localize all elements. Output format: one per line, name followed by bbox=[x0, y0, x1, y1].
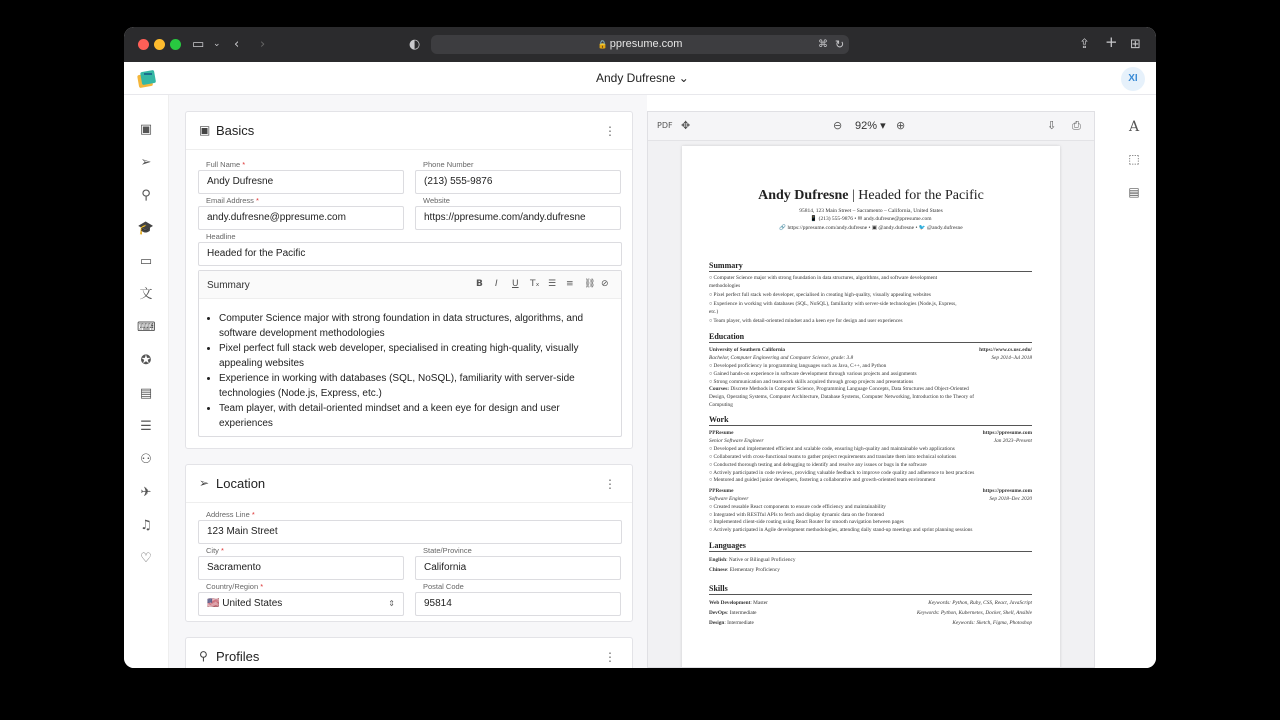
education-icon[interactable]: 🎓 bbox=[137, 221, 155, 236]
resume-name bbox=[682, 188, 1060, 204]
preview-toolbar bbox=[648, 112, 1094, 141]
resume-company: PPResume bbox=[709, 488, 734, 494]
resume-line: ○ Team player, with detail-oriented mindset and a keen eye for design and user experiences bbox=[709, 318, 903, 324]
resume-degree: Bachelor, Computer Engineering and Computer Science, grade: 3.8 bbox=[709, 355, 854, 361]
avatar[interactable]: XI bbox=[1121, 67, 1145, 91]
tools-sidebar bbox=[1112, 95, 1156, 668]
resume-role: Senior Software Engineer bbox=[709, 438, 764, 444]
link-icon[interactable]: ⛓ bbox=[584, 279, 596, 289]
resume-line bbox=[709, 600, 1032, 608]
resume-line: ○ Integrated with RESTful APIs to fetch and display dynamic data on the frontend bbox=[709, 512, 884, 518]
user-menu[interactable]: Andy Dufresne ⌄ bbox=[596, 71, 689, 85]
clear-format-icon[interactable]: Tₓ bbox=[530, 279, 540, 289]
profiles-icon[interactable]: ⚲ bbox=[141, 188, 151, 203]
browser-chrome bbox=[124, 27, 1156, 62]
email-field: Email Address * andy.dufresne@ppresume.com bbox=[198, 196, 404, 230]
resume-line: ○ Implemented client-side routing using React Router for smooth navigation between pages bbox=[709, 519, 904, 525]
phone-input[interactable]: (213) 555-9876 bbox=[415, 170, 621, 194]
website-label: Website bbox=[423, 196, 450, 205]
skills-icon[interactable]: ⌨ bbox=[137, 320, 156, 335]
forward-icon[interactable]: › bbox=[260, 37, 266, 52]
resume-dates: Jan 2023–Present bbox=[993, 438, 1032, 444]
country-select[interactable] bbox=[198, 592, 404, 616]
postal-field bbox=[415, 582, 621, 616]
share-icon[interactable]: ⇪ bbox=[1079, 37, 1090, 52]
new-tab-icon[interactable]: + bbox=[1105, 33, 1118, 51]
volunteer-icon[interactable]: ♡ bbox=[140, 551, 152, 566]
resume-line bbox=[709, 386, 1032, 394]
resume-line bbox=[709, 610, 1032, 618]
chevron-down-icon[interactable]: ⌄ bbox=[213, 39, 221, 49]
postal-label: Postal Code bbox=[423, 582, 464, 591]
location-icon[interactable]: ➢ bbox=[140, 155, 152, 170]
city-field: City * Sacramento bbox=[198, 546, 404, 580]
editor-panel bbox=[169, 95, 647, 668]
resume-skill-keywords: Keywords: Python, Kubernetes, Docker, Shell, Ansible bbox=[916, 610, 1032, 616]
projects-icon[interactable]: ✈ bbox=[140, 485, 152, 500]
certificates-icon[interactable]: ▤ bbox=[139, 386, 153, 401]
layout-icon[interactable]: ⬚ bbox=[1128, 152, 1140, 166]
zoom-in-icon[interactable]: ⊕ bbox=[896, 119, 906, 132]
app-logo-icon[interactable] bbox=[136, 68, 158, 90]
more-options-icon[interactable]: ⋮ bbox=[604, 477, 616, 491]
profiles-card-header bbox=[186, 638, 632, 668]
resume-line: etc.) bbox=[709, 309, 719, 315]
bullet-list-icon[interactable]: ☰ bbox=[548, 279, 557, 289]
location-card-header bbox=[186, 465, 632, 503]
resume-dates: Sep 2014–Jul 2018 bbox=[991, 355, 1032, 361]
resume-address: 95814, 123 Main Street – Sacramento – California, United States bbox=[799, 208, 943, 214]
browser-window bbox=[124, 27, 1156, 668]
references-icon[interactable]: ⚇ bbox=[140, 452, 152, 467]
resume-skill-keywords: Keywords: Python, Ruby, CSS, React, JavaScript bbox=[928, 600, 1032, 606]
resume-skill-level: : Intermediate bbox=[724, 620, 754, 626]
app-header bbox=[124, 62, 1156, 95]
reload-icon[interactable]: ↻ bbox=[835, 38, 845, 51]
profiles-card bbox=[185, 637, 633, 668]
resume-line: ○ Developed proficiency in programming languages such as Java, C++, and Python bbox=[709, 363, 887, 369]
resume-skill-keywords: Keywords: Sketch, Figma, Photoshop bbox=[952, 620, 1032, 626]
resume-line: ○ Pixel perfect full stack web developer, specialised in creating high-quality, visually appealing websites bbox=[709, 292, 931, 298]
awards-icon[interactable]: ✪ bbox=[140, 353, 152, 368]
email-label: Email Address bbox=[206, 196, 254, 205]
resume-line: ○ Developed and implemented efficient and scalable code, ensuring high-quality and maintainable web applications bbox=[709, 446, 955, 452]
summary-item: • Computer Science major with strong foundation in data structures, algorithms, and software development methodologies bbox=[219, 311, 599, 341]
email-input[interactable]: andy.dufresne@ppresume.com bbox=[198, 206, 404, 230]
summary-label: Summary bbox=[207, 280, 250, 291]
resume-skill-level: : Intermediate bbox=[726, 610, 757, 616]
headline-label: Headline bbox=[206, 232, 236, 241]
country-label: Country/Region bbox=[206, 582, 259, 591]
unlink-icon[interactable]: ⊘ bbox=[601, 279, 609, 289]
resume-line: Computing bbox=[709, 402, 733, 408]
resume-school: University of Southern California bbox=[709, 347, 786, 353]
city-input[interactable]: Sacramento bbox=[198, 556, 404, 580]
resume-line: ○ Conducted thorough testing and debugging to identify and resolve any issues or bugs in the software bbox=[709, 462, 927, 468]
headline-field bbox=[198, 232, 622, 266]
resume-company-url: https://ppresume.com bbox=[982, 488, 1032, 494]
move-icon[interactable]: ✥ bbox=[681, 119, 691, 132]
resume-section-title: Skills bbox=[709, 584, 1032, 595]
state-label: State/Province bbox=[423, 546, 472, 555]
work-icon[interactable]: ▭ bbox=[139, 254, 153, 269]
resume-school-url: https://www.cs.usc.edu/ bbox=[979, 347, 1032, 353]
basics-card bbox=[185, 111, 633, 449]
select-arrows-icon: ⇕ bbox=[388, 599, 395, 608]
resume-company-url: https://ppresume.com bbox=[982, 430, 1032, 436]
resume-language-level: : Native or Bilingual Proficiency bbox=[726, 557, 796, 563]
resume-language: Chinese bbox=[709, 567, 727, 573]
summary-item: • Experience in working with databases (SQL, NoSQL), familiarity with server-side technologies (Node.js, Express, etc.) bbox=[219, 371, 599, 401]
resume-line: ○ Experience in working with databases (SQL, NoSQL), familiarity with server-side technologies (Node.js, Express, bbox=[709, 301, 957, 307]
resume-line: ○ Mentored and guided junior developers, fostering a collaborative and growth-oriented team environment bbox=[709, 477, 936, 483]
privacy-shield-icon[interactable]: ◐ bbox=[409, 37, 421, 52]
zoom-out-icon[interactable]: ⊖ bbox=[833, 119, 843, 132]
template-icon[interactable]: ▤ bbox=[1128, 185, 1140, 199]
country-field: Country/Region * 🇺🇸 United States ⇕ bbox=[198, 582, 404, 616]
resume-language-level: : Elementary Proficiency bbox=[726, 567, 780, 573]
resume-line: Design, Operating Systems, Computer Architecture, Database Systems, Computer Networking, Introduction to the Theory of bbox=[709, 394, 974, 400]
resume-line: ○ Actively participated in code reviews, providing valuable feedback to improve code quality and adherence to best practices bbox=[709, 470, 975, 476]
resume-section-title: Education bbox=[709, 332, 1032, 343]
numbered-list-icon[interactable]: ≡ bbox=[566, 279, 574, 289]
more-options-icon[interactable]: ⋮ bbox=[604, 650, 616, 664]
resume-contact-line: 📱 (213) 555-9876 • ✉ andy.dufresne@ppresume.com bbox=[810, 216, 932, 222]
underline-icon[interactable]: U bbox=[512, 279, 519, 289]
resume-line: methodologies bbox=[709, 283, 741, 289]
website-input[interactable]: https://ppresume.com/andy.dufresne bbox=[415, 206, 621, 230]
resume-courses-label: Courses: bbox=[709, 386, 730, 392]
resume-skill: Web Development bbox=[709, 600, 751, 606]
resume-headline: | Headed for the Pacific bbox=[852, 188, 984, 203]
basics-icon[interactable]: ▣ bbox=[139, 122, 153, 137]
resume-skill: DevOps bbox=[709, 610, 727, 616]
pdf-icon[interactable]: PDF bbox=[657, 121, 673, 130]
resume-line: ○ Computer Science major with strong foundation in data structures, algorithms, and software development bbox=[709, 275, 938, 281]
city-label: City bbox=[206, 546, 219, 555]
summary-toolbar bbox=[199, 271, 621, 299]
profiles-title: Profiles bbox=[216, 649, 260, 664]
address-input[interactable]: 123 Main Street bbox=[198, 520, 622, 544]
resume-line: ○ Strong communication and teamwork skills acquired through group projects and presentations bbox=[709, 379, 914, 385]
resume-skill-level: : Master bbox=[750, 600, 768, 606]
state-input[interactable]: California bbox=[415, 556, 621, 580]
typography-icon[interactable]: A bbox=[1128, 119, 1140, 135]
zoom-level[interactable]: 92% ▾ bbox=[855, 120, 886, 132]
country-value: 🇺🇸 United States bbox=[207, 598, 283, 609]
bold-icon[interactable]: B bbox=[476, 279, 483, 289]
resume-line bbox=[709, 438, 1032, 446]
resume-courses: Discrete Methods in Computer Science, Programming Language Concepts, Data Structures and Object-Oriented bbox=[729, 386, 969, 392]
resume-line bbox=[709, 496, 1032, 504]
resume-line bbox=[709, 488, 1032, 496]
basics-title: Basics bbox=[216, 123, 255, 138]
url-text: ppresume.com bbox=[609, 38, 683, 50]
sidebar-toggle-icon[interactable]: ▭ bbox=[192, 37, 205, 52]
resume-line: ○ Collaborated with cross-functional teams to gather project requirements and translate them into technical solutions bbox=[709, 454, 957, 460]
resume-preview bbox=[647, 111, 1095, 668]
resume-dates: Sep 2018–Dec 2020 bbox=[989, 496, 1032, 502]
resume-line bbox=[709, 355, 1032, 363]
location-arrow-icon: ➢ bbox=[199, 476, 210, 490]
resume-skill: Design bbox=[709, 620, 725, 626]
resume-name-text: Andy Dufresne bbox=[758, 188, 849, 203]
maximize-window-button[interactable] bbox=[170, 39, 181, 50]
tab-overview-icon[interactable]: ⊞ bbox=[1130, 37, 1141, 52]
resume-line: ○ Actively participated in Agile development methodologies, attending daily stand-up meetings and sprint planning sessions bbox=[709, 527, 973, 533]
full-name-input[interactable]: Andy Dufresne bbox=[198, 170, 404, 194]
resume-line bbox=[709, 430, 1032, 438]
minimize-window-button[interactable] bbox=[154, 39, 165, 50]
resume-company: PPResume bbox=[709, 430, 734, 436]
phone-label: Phone Number bbox=[423, 160, 474, 169]
italic-icon[interactable]: I bbox=[495, 279, 498, 289]
resume-page bbox=[682, 146, 1060, 668]
full-name-field: Full Name * Andy Dufresne bbox=[198, 160, 404, 194]
resume-section-title: Summary bbox=[709, 261, 1032, 272]
summary-editor bbox=[198, 270, 622, 437]
resume-line: ○ Created reusable React components to ensure code efficiency and maintainability bbox=[709, 504, 886, 510]
resume-contact-line: 🔗 https://ppresume.com/andy.dufresne • ▣ @andy.dufresne • 🐦 @andy.dufresne bbox=[779, 225, 963, 231]
summary-item: • Pixel perfect full stack web developer, specialised in creating high-quality, visually appealing websites bbox=[219, 341, 599, 371]
print-icon[interactable]: ⎙ bbox=[1072, 119, 1081, 132]
resume-section-title: Languages bbox=[709, 541, 1032, 552]
location-card bbox=[185, 464, 633, 622]
more-options-icon[interactable]: ⋮ bbox=[604, 124, 616, 138]
summary-item: • Team player, with detail-oriented mindset and a keen eye for design and user experiences bbox=[219, 401, 599, 431]
languages-icon[interactable]: 文 bbox=[139, 287, 153, 302]
summary-list[interactable] bbox=[219, 311, 599, 431]
lock-icon: 🔒 bbox=[597, 40, 610, 49]
id-card-icon: ▣ bbox=[199, 123, 211, 137]
website-field bbox=[415, 196, 621, 230]
address-field: Address Line * 123 Main Street bbox=[198, 510, 622, 544]
back-icon[interactable]: ‹ bbox=[234, 37, 240, 52]
resume-line bbox=[709, 620, 1032, 628]
section-sidebar bbox=[124, 95, 169, 668]
resume-line bbox=[709, 347, 1032, 355]
profile-search-icon: ⚲ bbox=[199, 649, 208, 663]
resume-section-title: Work bbox=[709, 415, 1032, 426]
state-field bbox=[415, 546, 621, 580]
location-title: Location bbox=[216, 476, 266, 491]
address-label: Address Line bbox=[206, 510, 250, 519]
postal-input[interactable]: 95814 bbox=[415, 592, 621, 616]
headline-input[interactable]: Headed for the Pacific bbox=[198, 242, 622, 266]
resume-line bbox=[709, 567, 1032, 575]
translate-icon[interactable]: ⌘ bbox=[818, 39, 828, 50]
phone-field bbox=[415, 160, 621, 194]
basics-card-header bbox=[186, 112, 632, 150]
resume-language: English bbox=[709, 557, 727, 563]
close-window-button[interactable] bbox=[138, 39, 149, 50]
interests-icon[interactable]: ♫ bbox=[140, 518, 152, 533]
resume-line bbox=[709, 557, 1032, 565]
full-name-label: Full Name bbox=[206, 160, 241, 169]
download-icon[interactable]: ⇩ bbox=[1047, 119, 1057, 132]
address-bar[interactable] bbox=[431, 35, 849, 54]
publications-icon[interactable]: ☰ bbox=[140, 419, 152, 434]
resume-line: ○ Gained hands-on experience in software development through various projects and assignments bbox=[709, 371, 917, 377]
resume-role: Software Engineer bbox=[709, 496, 749, 502]
